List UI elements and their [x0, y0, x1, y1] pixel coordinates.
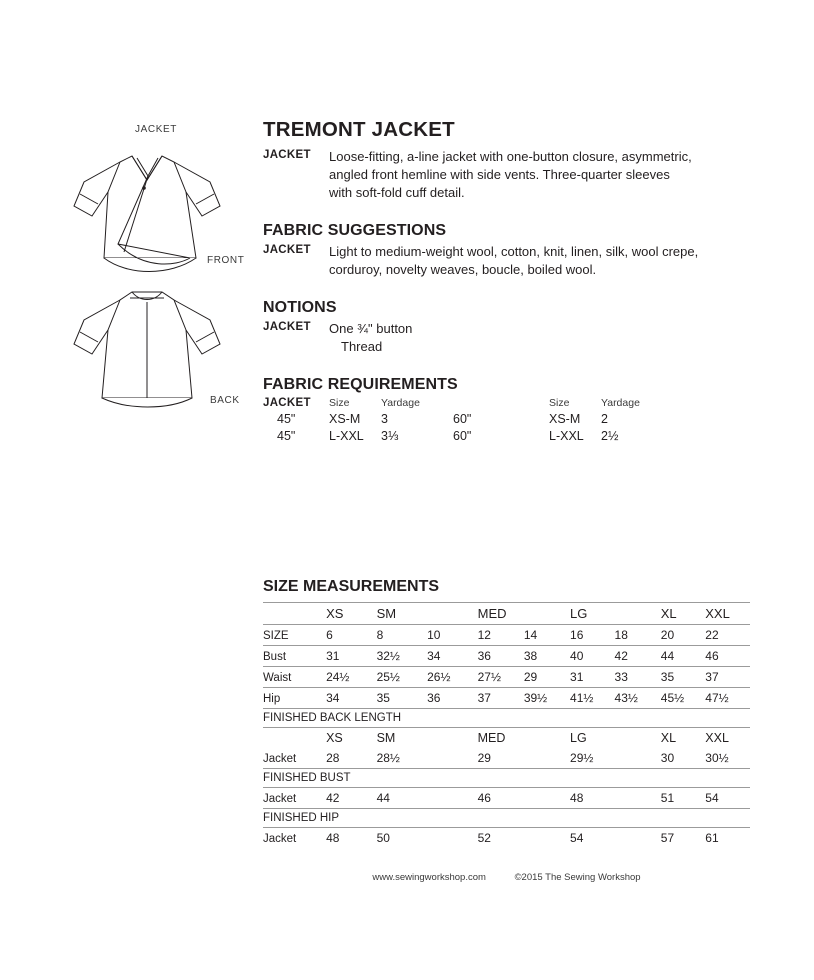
fabric-requirements-table — [263, 397, 763, 443]
notions-line-2: Thread — [341, 339, 383, 354]
illustration-front-label: FRONT — [207, 255, 245, 266]
cell-fh-med: 52 — [478, 828, 570, 849]
cell-bust-4: 38 — [524, 646, 570, 667]
row-label-size: SIZE — [263, 625, 326, 646]
notions-label: JACKET — [263, 321, 311, 333]
table-section-finished-hip — [263, 809, 750, 828]
cell-fh-sm: 50 — [377, 828, 478, 849]
fabric-requirements-label: JACKET — [263, 397, 311, 409]
size-header-lg: LG — [570, 603, 661, 625]
cell-fbl-xl: 30 — [660, 751, 675, 765]
fr-row2-width-right: 60" — [453, 429, 472, 443]
cell-size-8: 22 — [705, 625, 750, 646]
cell-size-4: 14 — [524, 625, 570, 646]
footer-website[interactable]: www.sewingworkshop.com — [372, 872, 486, 883]
description-line-2: angled front hemline with side vents. Three-quarter sleeves — [329, 167, 670, 182]
fbl-header-sm: SM — [377, 728, 478, 749]
cell-size-7: 20 — [661, 625, 706, 646]
cell-hip-6: 43½ — [615, 688, 661, 709]
cell-size-1: 8 — [377, 625, 428, 646]
fr-row2-size-left: L-XXL — [329, 429, 364, 443]
table-row — [263, 667, 750, 688]
table-row — [263, 788, 750, 809]
fr-row1-yardage-right: 2 — [601, 412, 608, 426]
size-header-xl: XL — [661, 603, 706, 625]
cell-bust-1: 32½ — [377, 646, 428, 667]
fbl-header-xxl: XXL — [705, 728, 750, 749]
illustration-back-label: BACK — [210, 395, 240, 406]
description-line-3: with soft-fold cuff detail. — [329, 185, 465, 200]
fr-header-yardage-right: Yardage — [601, 397, 640, 409]
table-row-fbl-headers — [263, 728, 750, 749]
fr-row1-width-left: 45" — [277, 412, 296, 426]
fabric-suggestions-row — [263, 243, 763, 279]
cell-fbl-xxl: 30½ — [705, 751, 729, 765]
cell-fh-xl: 57 — [661, 828, 706, 849]
cell-waist-5: 31 — [570, 667, 615, 688]
cell-hip-1: 35 — [377, 688, 428, 709]
size-header-xs: XS — [326, 603, 377, 625]
fabric-suggestions-text — [329, 243, 698, 279]
fr-header-size-right: Size — [549, 397, 570, 409]
cell-waist-3: 27½ — [478, 667, 524, 688]
cell-bust-6: 42 — [615, 646, 661, 667]
fbl-header-lg: LG — [570, 728, 661, 749]
section-label-finished-hip: FINISHED HIP — [263, 809, 750, 828]
fr-row1-width-right: 60" — [453, 412, 472, 426]
cell-fh-lg: 54 — [570, 828, 661, 849]
size-header-sm: SM — [377, 603, 478, 625]
size-measurements-heading: SIZE MEASUREMENTS — [263, 578, 440, 595]
cell-fb-med: 46 — [478, 788, 570, 809]
notions-line-1: One ¾" button — [329, 321, 413, 336]
notions-row — [263, 320, 763, 356]
cell-fh-xs: 48 — [326, 828, 377, 849]
cell-size-2: 10 — [427, 625, 478, 646]
cell-waist-8: 37 — [705, 667, 750, 688]
cell-bust-7: 44 — [661, 646, 706, 667]
description-label: JACKET — [263, 149, 311, 161]
cell-size-3: 12 — [478, 625, 524, 646]
cell-fbl-med: 29 — [477, 751, 491, 765]
row-label-fbl-jacket: Jacket — [263, 753, 297, 765]
notions-text — [329, 320, 412, 356]
fr-header-size-left: Size — [329, 397, 350, 409]
cell-fb-xs: 42 — [326, 788, 377, 809]
fr-row1-size-right: XS-M — [549, 412, 581, 426]
fbl-header-xs: XS — [326, 728, 377, 749]
cell-waist-0: 24½ — [326, 667, 377, 688]
page-title: TREMONT JACKET — [263, 118, 455, 141]
footer-copyright: ©2015 The Sewing Workshop — [514, 872, 641, 883]
cell-size-6: 18 — [615, 625, 661, 646]
row-label-fh-jacket: Jacket — [263, 828, 326, 849]
cell-waist-4: 29 — [524, 667, 570, 688]
cell-fb-xl: 51 — [661, 788, 706, 809]
fabric-suggestions-line-2: corduroy, novelty weaves, boucle, boiled wool. — [329, 262, 597, 277]
fabric-suggestions-line-1: Light to medium-weight wool, cotton, knit, linen, silk, wool crepe, — [329, 244, 699, 259]
fbl-header-med: MED — [478, 728, 570, 749]
table-row — [263, 828, 750, 849]
section-label-finished-bust: FINISHED BUST — [263, 769, 750, 788]
fr-row2-size-right: L-XXL — [549, 429, 584, 443]
size-measurements-table — [263, 602, 750, 848]
fbl-header-blank — [263, 728, 326, 749]
jacket-description-row — [263, 148, 763, 202]
cell-fb-sm: 44 — [377, 788, 478, 809]
cell-fb-lg: 48 — [570, 788, 661, 809]
size-header-xxl: XXL — [705, 603, 750, 625]
fr-row1-size-left: XS-M — [329, 412, 361, 426]
cell-fb-xxl: 54 — [705, 788, 750, 809]
footer — [263, 872, 750, 883]
cell-hip-4: 39½ — [524, 688, 570, 709]
fabric-suggestions-label: JACKET — [263, 244, 311, 256]
row-label-fb-jacket: Jacket — [263, 788, 326, 809]
jacket-back-illustration — [58, 278, 248, 418]
table-section-finished-back-length — [263, 709, 750, 728]
cell-size-0: 6 — [326, 625, 377, 646]
description-column — [263, 118, 763, 443]
cell-waist-7: 35 — [661, 667, 706, 688]
table-row — [263, 688, 750, 709]
cell-waist-6: 33 — [615, 667, 661, 688]
size-measurements-section — [263, 578, 750, 848]
fr-row2-yardage-right: 2½ — [601, 429, 619, 443]
cell-fbl-sm: 28½ — [376, 751, 400, 765]
cell-waist-2: 26½ — [427, 667, 478, 688]
cell-hip-0: 34 — [326, 688, 377, 709]
table-row — [263, 646, 750, 667]
notions-heading: NOTIONS — [263, 299, 337, 316]
cell-bust-8: 46 — [705, 646, 750, 667]
cell-hip-8: 47½ — [705, 688, 750, 709]
cell-hip-7: 45½ — [661, 688, 706, 709]
fabric-requirements-heading: FABRIC REQUIREMENTS — [263, 376, 458, 393]
cell-hip-5: 41½ — [570, 688, 615, 709]
cell-bust-0: 31 — [326, 646, 377, 667]
section-label-finished-back-length: FINISHED BACK LENGTH — [263, 709, 750, 728]
row-label-waist: Waist — [263, 667, 326, 688]
row-label-hip: Hip — [263, 688, 326, 709]
size-header-blank — [263, 603, 326, 625]
table-row — [263, 748, 750, 769]
table-section-finished-bust — [263, 769, 750, 788]
cell-fh-xxl: 61 — [705, 828, 750, 849]
fabric-suggestions-heading: FABRIC SUGGESTIONS — [263, 222, 447, 239]
table-row — [263, 625, 750, 646]
cell-size-5: 16 — [570, 625, 615, 646]
cell-hip-2: 36 — [427, 688, 478, 709]
cell-bust-2: 34 — [427, 646, 478, 667]
cell-bust-5: 40 — [570, 646, 615, 667]
cell-fbl-xs: 28 — [326, 751, 340, 765]
fr-row2-yardage-left: 3⅓ — [381, 429, 399, 443]
description-line-1: Loose-fitting, a-line jacket with one-button closure, asymmetric, — [329, 149, 692, 164]
cell-bust-3: 36 — [478, 646, 524, 667]
table-row-size-headers — [263, 603, 750, 625]
cell-fbl-lg: 29½ — [570, 751, 594, 765]
fr-row1-yardage-left: 3 — [381, 412, 388, 426]
description-text — [329, 148, 692, 202]
jacket-front-illustration — [58, 140, 248, 280]
cell-waist-1: 25½ — [377, 667, 428, 688]
cell-hip-3: 37 — [478, 688, 524, 709]
size-header-med: MED — [478, 603, 570, 625]
fr-row2-width-left: 45" — [277, 429, 296, 443]
illustration-top-label: JACKET — [135, 124, 177, 135]
fr-header-yardage-left: Yardage — [381, 397, 420, 409]
fbl-header-xl: XL — [661, 728, 706, 749]
row-label-bust: Bust — [263, 646, 326, 667]
